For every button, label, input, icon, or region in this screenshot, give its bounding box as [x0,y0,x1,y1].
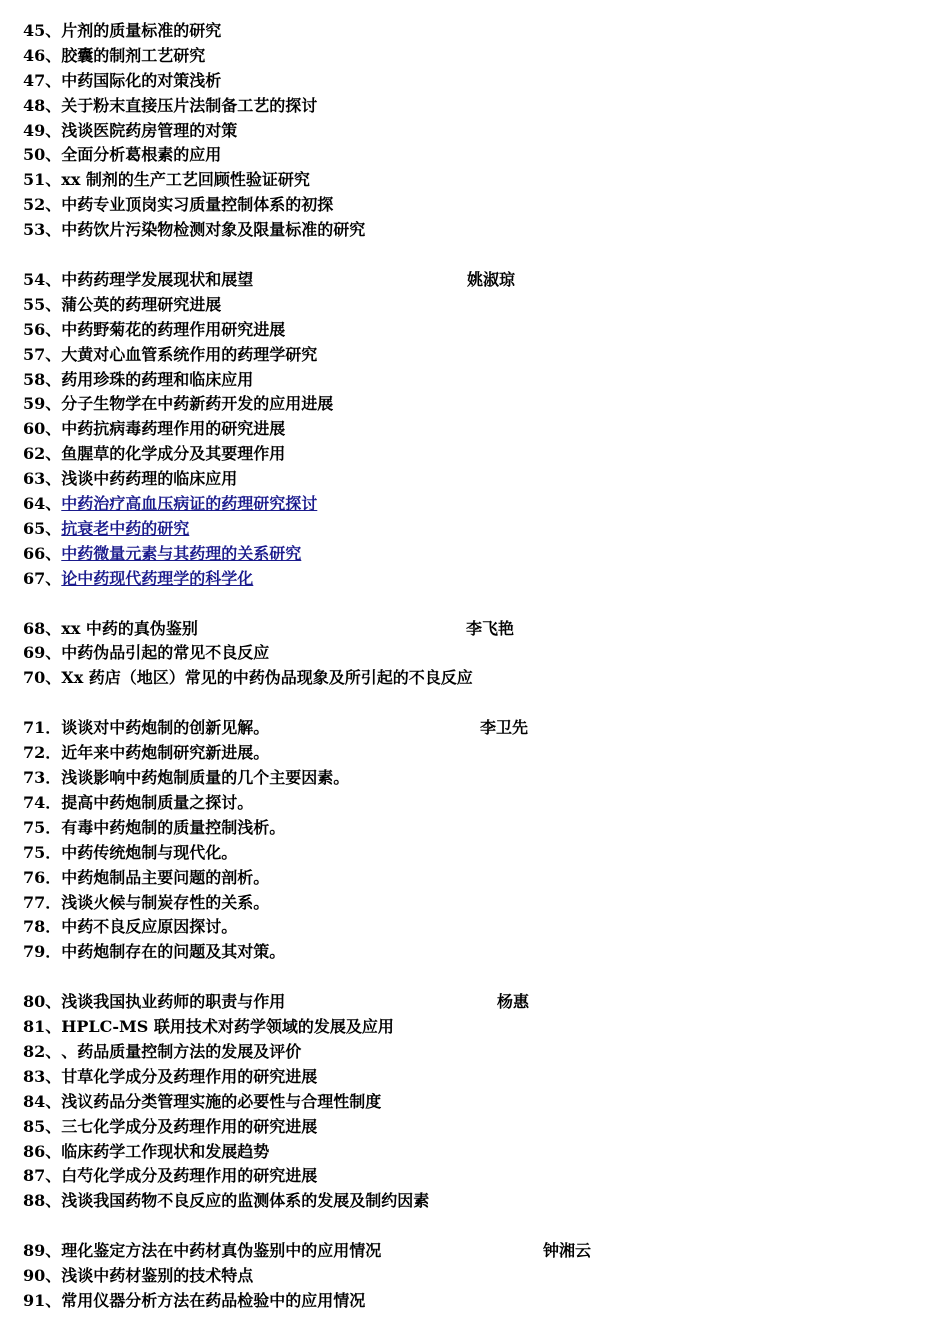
topic-number: 89、 [23,1241,62,1261]
topic-title: 临床药学工作现状和发展趋势 [61,1141,270,1161]
topic-number: 48、 [23,95,62,115]
supervisor-name: 李卫先 [480,718,529,738]
topic-title: HPLC-MS 联用技术对药学领域的发展及应用 [61,1017,394,1037]
topic-number: 64、 [23,494,62,514]
topic-title: xx 中药的真伪鉴别 [61,618,198,638]
supervisor-name: 姚淑琼 [467,270,516,290]
topic-title: 中药饮片污染物检测对象及限量标准的研究 [61,220,366,240]
topic-title: 关于粉末直接压片法制备工艺的探讨 [61,95,318,115]
topic-line [23,343,923,368]
topic-line [23,1115,923,1140]
topic-group [23,617,923,692]
topic-number: 71． [23,718,62,738]
topic-number: 75． [23,842,62,862]
topic-number: 76． [23,867,62,887]
topic-line [23,119,923,144]
topic-number: 63、 [23,469,62,489]
topic-line [23,1090,923,1115]
topic-title: 理化鉴定方法在中药材真伪鉴别中的应用情况 [61,1241,382,1261]
topic-line [23,19,923,44]
topic-line [23,193,923,218]
topic-title: 蒲公英的药理研究进展 [61,294,222,314]
topic-title: 大黄对心血管系统作用的药理学研究 [61,344,318,364]
topic-number: 50、 [23,145,62,165]
topic-line [23,218,923,243]
topic-number: 49、 [23,120,62,140]
topic-number: 77． [23,892,62,912]
topic-title: 浅谈影响中药炮制质量的几个主要因素。 [61,768,350,788]
topic-title: Xx 药店（地区）常见的中药伪品现象及所引起的不良反应 [61,668,473,688]
document-body [23,19,923,1314]
topic-group [23,1239,923,1314]
topic-link[interactable]: 中药微量元素与其药理的关系研究 [61,543,302,563]
topic-line [23,567,923,592]
topic-title: 谈谈对中药炮制的创新见解。 [61,718,270,738]
topic-line [23,1140,923,1165]
topic-line [23,1239,923,1264]
topic-line [23,44,923,69]
topic-link[interactable]: 论中药现代药理学的科学化 [61,568,254,588]
topic-title: 中药不良反应原因探讨。 [61,917,238,937]
topic-number: 45、 [23,21,62,40]
topic-number: 68、 [23,618,62,638]
topic-title: 浅谈火候与制炭存性的关系。 [61,892,270,912]
topic-title: 三七化学成分及药理作用的研究进展 [61,1116,318,1136]
topic-line [23,318,923,343]
topic-title: 中药炮制存在的问题及其对策。 [61,942,286,962]
topic-title: 片剂的质量标准的研究 [61,21,222,40]
topic-number: 91、 [23,1290,62,1310]
topic-line [23,866,923,891]
topic-line [23,891,923,916]
topic-number: 87、 [23,1166,62,1186]
topic-title: 中药传统炮制与现代化。 [61,842,238,862]
topic-line [23,841,923,866]
topic-title: 白芍化学成分及药理作用的研究进展 [61,1166,318,1186]
topic-line [23,741,923,766]
topic-title: 浅谈我国执业药师的职责与作用 [61,992,286,1012]
topic-line [23,69,923,94]
topic-line [23,1189,923,1214]
topic-title: 甘草化学成分及药理作用的研究进展 [61,1066,318,1086]
topic-line [23,1264,923,1289]
topic-title: 浅谈我国药物不良反应的监测体系的发展及制约因素 [61,1191,430,1211]
topic-title: 中药炮制品主要问题的剖析。 [61,867,270,887]
topic-number: 70、 [23,668,62,688]
topic-number: 52、 [23,195,62,215]
topic-line [23,1015,923,1040]
supervisor-name: 钟湘云 [543,1241,592,1261]
topic-line [23,1164,923,1189]
topic-title: 中药药理学发展现状和展望 [61,270,254,290]
topic-title: 中药抗病毒药理作用的研究进展 [61,419,286,439]
topic-number: 57、 [23,344,62,364]
topic-line [23,168,923,193]
topic-number: 73． [23,768,62,788]
topic-line [23,492,923,517]
topic-line [23,392,923,417]
topic-number: 86、 [23,1141,62,1161]
topic-title: 浅谈中药材鉴别的技术特点 [61,1266,254,1286]
topic-number: 46、 [23,45,62,65]
topic-title: 中药伪品引起的常见不良反应 [61,643,270,663]
topic-title: 浅谈医院药房管理的对策 [61,120,238,140]
topic-title: 、药品质量控制方法的发展及评价 [61,1041,302,1061]
supervisor-name: 李飞艳 [466,618,515,638]
topic-group [23,268,923,592]
topic-number: 72． [23,743,62,763]
topic-line [23,542,923,567]
topic-line [23,791,923,816]
topic-number: 54、 [23,270,62,290]
topic-title: 有毒中药炮制的质量控制浅析。 [61,817,286,837]
topic-line [23,816,923,841]
topic-number: 69、 [23,643,62,663]
topic-number: 85、 [23,1116,62,1136]
topic-number: 90、 [23,1266,62,1286]
topic-number: 62、 [23,444,62,464]
topic-number: 82、 [23,1041,62,1061]
topic-number: 78． [23,917,62,937]
topic-title: 药用珍珠的药理和临床应用 [61,369,254,389]
topic-title: 全面分析葛根素的应用 [61,145,222,165]
topic-number: 84、 [23,1091,62,1111]
topic-line [23,990,923,1015]
topic-line [23,293,923,318]
topic-number: 65、 [23,518,62,538]
topic-number: 67、 [23,568,62,588]
topic-title: 常用仪器分析方法在药品检验中的应用情况 [61,1290,366,1310]
topic-line [23,716,923,741]
topic-number: 51、 [23,170,62,190]
topic-title: xx 制剂的生产工艺回顾性验证研究 [61,170,310,190]
topic-line [23,467,923,492]
topic-number: 53、 [23,220,62,240]
topic-line [23,940,923,965]
topic-line [23,417,923,442]
topic-number: 81、 [23,1017,62,1037]
topic-title: 近年来中药炮制研究新进展。 [61,743,270,763]
topic-group [23,19,923,243]
topic-line [23,766,923,791]
topic-number: 59、 [23,394,62,414]
topic-number: 66、 [23,543,62,563]
topic-number: 88、 [23,1191,62,1211]
topic-line [23,915,923,940]
topic-title: 中药国际化的对策浅析 [61,70,222,90]
topic-number: 80、 [23,992,62,1012]
topic-link[interactable]: 中药治疗高血压病证的药理研究探讨 [61,494,318,514]
topic-line [23,666,923,691]
topic-group [23,990,923,1214]
topic-title: 提高中药炮制质量之探讨。 [61,792,254,812]
topic-group [23,716,923,965]
topic-title: 胶囊的制剂工艺研究 [61,45,206,65]
topic-title: 中药专业顶岗实习质量控制体系的初探 [61,195,334,215]
topic-line [23,641,923,666]
topic-number: 58、 [23,369,62,389]
topic-title: 分子生物学在中药新药开发的应用进展 [61,394,334,414]
topic-line [23,442,923,467]
topic-line [23,1289,923,1314]
topic-number: 60、 [23,419,62,439]
topic-line [23,368,923,393]
topic-number: 75． [23,817,62,837]
topic-link[interactable]: 抗衰老中药的研究 [61,518,190,538]
topic-number: 79． [23,942,62,962]
topic-line [23,94,923,119]
topic-line [23,617,923,642]
topic-number: 74． [23,792,62,812]
topic-title: 中药野菊花的药理作用研究进展 [61,319,286,339]
topic-line [23,143,923,168]
topic-title: 浅谈中药药理的临床应用 [61,469,238,489]
supervisor-name: 杨惠 [497,992,530,1012]
topic-title: 鱼腥草的化学成分及其要理作用 [61,444,286,464]
topic-line [23,1065,923,1090]
topic-number: 83、 [23,1066,62,1086]
topic-number: 56、 [23,319,62,339]
topic-number: 55、 [23,294,62,314]
topic-number: 47、 [23,70,62,90]
topic-title: 浅议药品分类管理实施的必要性与合理性制度 [61,1091,382,1111]
topic-line [23,1040,923,1065]
topic-line [23,268,923,293]
topic-line [23,517,923,542]
